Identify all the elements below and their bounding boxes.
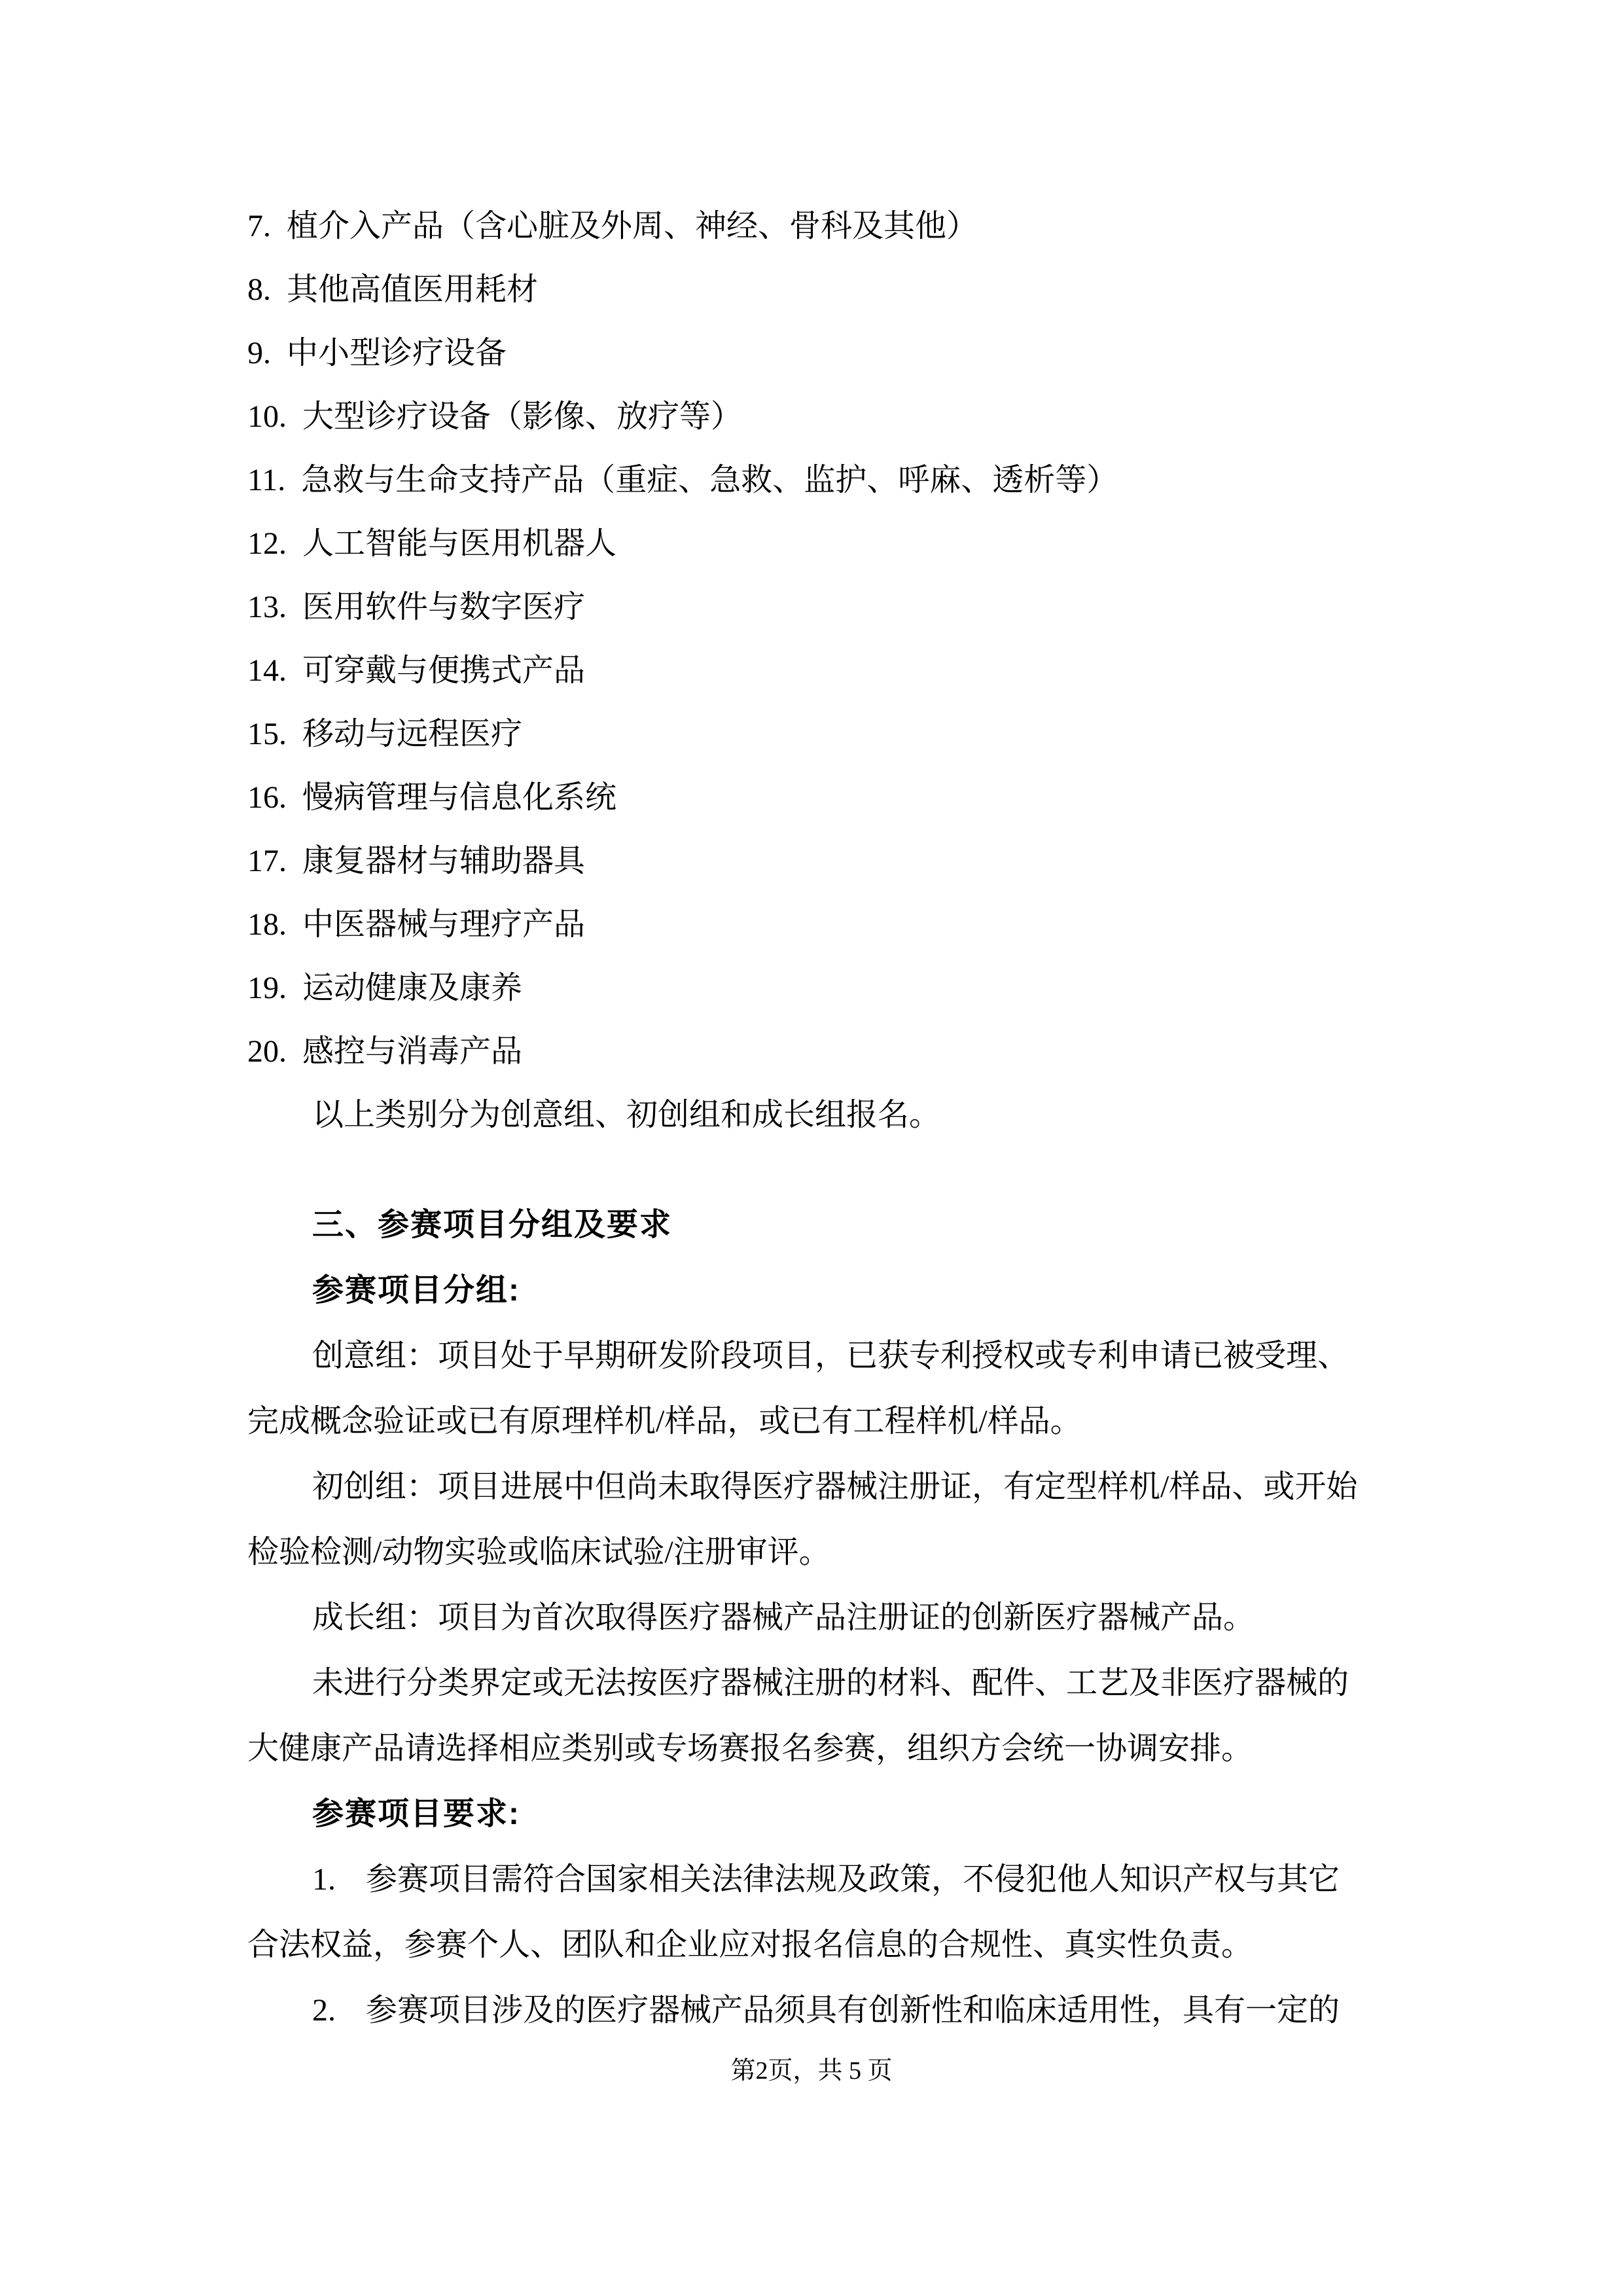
list-item-label: 慢病管理与信息化系统 xyxy=(302,780,617,815)
list-item-label: 运动健康及康养 xyxy=(302,971,523,1005)
requirement-text: 参赛项目需符合国家相关法律法规及政策，不侵犯他人知识产权与其它 xyxy=(366,1862,1340,1897)
page-number: 第2页，共 5 页 xyxy=(730,2057,893,2085)
list-item-number: 18. xyxy=(247,907,287,942)
requirement-line-2 xyxy=(247,1978,1380,2043)
list-item-number: 15. xyxy=(247,717,287,751)
paragraph-line-creative-group: 创意组：项目处于早期研发阶段项目，已获专利授权或专利申请已被受理、 xyxy=(312,1338,1349,1373)
list-closing-note: 以上类别分为创意组、初创组和成长组报名。 xyxy=(312,1098,941,1132)
paragraph-line-startup-group: 初创组：项目进展中但尚未取得医疗器械注册证，有定型样机/样品、或开始 xyxy=(312,1469,1358,1504)
list-item-label: 医用软件与数字医疗 xyxy=(302,590,586,624)
category-list-item xyxy=(247,258,1380,321)
paragraph-line-startup-group-cont: 检验检测/动物实验或临床试验/注册审评。 xyxy=(247,1535,830,1570)
category-list-item xyxy=(247,321,1380,385)
list-item-label: 其他高值医用耗材 xyxy=(287,272,539,307)
category-list-item xyxy=(247,512,1380,575)
list-item-number: 9. xyxy=(247,336,271,370)
paragraph-line-growth-group: 成长组：项目为首次取得医疗器械产品注册证的创新医疗器械产品。 xyxy=(312,1600,1255,1635)
list-item-number: 13. xyxy=(247,590,287,624)
list-item-number: 11. xyxy=(247,463,286,497)
list-item-number: 16. xyxy=(247,780,287,815)
category-list-item xyxy=(247,1020,1380,1083)
list-item-label: 中医器械与理疗产品 xyxy=(302,907,586,942)
document-body xyxy=(247,194,1380,2043)
list-item-number: 7. xyxy=(247,209,271,243)
category-list-item xyxy=(247,575,1380,639)
category-list-item xyxy=(247,893,1380,956)
list-item-label: 移动与远程医疗 xyxy=(302,717,523,751)
list-item-number: 14. xyxy=(247,653,287,688)
requirements-subheading: 参赛项目要求: xyxy=(312,1797,520,1831)
category-list-item xyxy=(247,956,1380,1020)
requirement-text: 参赛项目涉及的医疗器械产品须具有创新性和临床适用性，具有一定的 xyxy=(366,1993,1340,2028)
blank-line-spacer xyxy=(247,1147,1380,1193)
category-list-item xyxy=(247,639,1380,702)
list-item-label: 可穿戴与便携式产品 xyxy=(302,653,586,688)
list-item-number: 8. xyxy=(247,272,271,307)
list-item-number: 20. xyxy=(247,1034,287,1069)
list-item-label: 植介入产品（含心脏及外周、神经、骨科及其他） xyxy=(287,209,978,243)
list-item-number: 10. xyxy=(247,399,287,434)
requirement-line-1-cont: 合法权益，参赛个人、团队和企业应对报名信息的合规性、真实性负责。 xyxy=(247,1928,1253,1962)
list-item-label: 中小型诊疗设备 xyxy=(287,336,507,370)
category-list-item xyxy=(247,385,1380,448)
list-item-label: 康复器材与辅助器具 xyxy=(302,844,586,878)
requirement-number: 1. xyxy=(312,1862,336,1897)
grouping-subheading: 参赛项目分组: xyxy=(312,1273,520,1308)
category-list-item xyxy=(247,702,1380,766)
category-list-item xyxy=(247,829,1380,893)
list-item-label: 感控与消毒产品 xyxy=(302,1034,523,1069)
paragraph-line-creative-group-cont: 完成概念验证或已有原理样机/样品，或已有工程样机/样品。 xyxy=(247,1404,1082,1439)
category-list-item xyxy=(247,194,1380,258)
list-item-label: 人工智能与医用机器人 xyxy=(302,526,617,561)
list-item-number: 17. xyxy=(247,844,287,878)
section-heading: 三、参赛项目分组及要求 xyxy=(312,1208,673,1242)
list-item-label: 急救与生命支持产品（重症、急救、监护、呼麻、透析等） xyxy=(301,463,1118,497)
list-item-label: 大型诊疗设备（影像、放疗等） xyxy=(302,399,743,434)
requirement-line-1 xyxy=(247,1847,1380,1912)
requirement-number: 2. xyxy=(312,1993,336,2028)
paragraph-line-unclassified-cont: 大健康产品请选择相应类别或专场赛报名参赛，组织方会统一协调安排。 xyxy=(247,1731,1253,1766)
category-list-item xyxy=(247,766,1380,829)
paragraph-line-unclassified: 未进行分类界定或无法按医疗器械注册的材料、配件、工艺及非医疗器械的 xyxy=(312,1666,1349,1700)
category-list-item xyxy=(247,448,1380,512)
list-item-number: 12. xyxy=(247,526,287,561)
list-item-number: 19. xyxy=(247,971,287,1005)
